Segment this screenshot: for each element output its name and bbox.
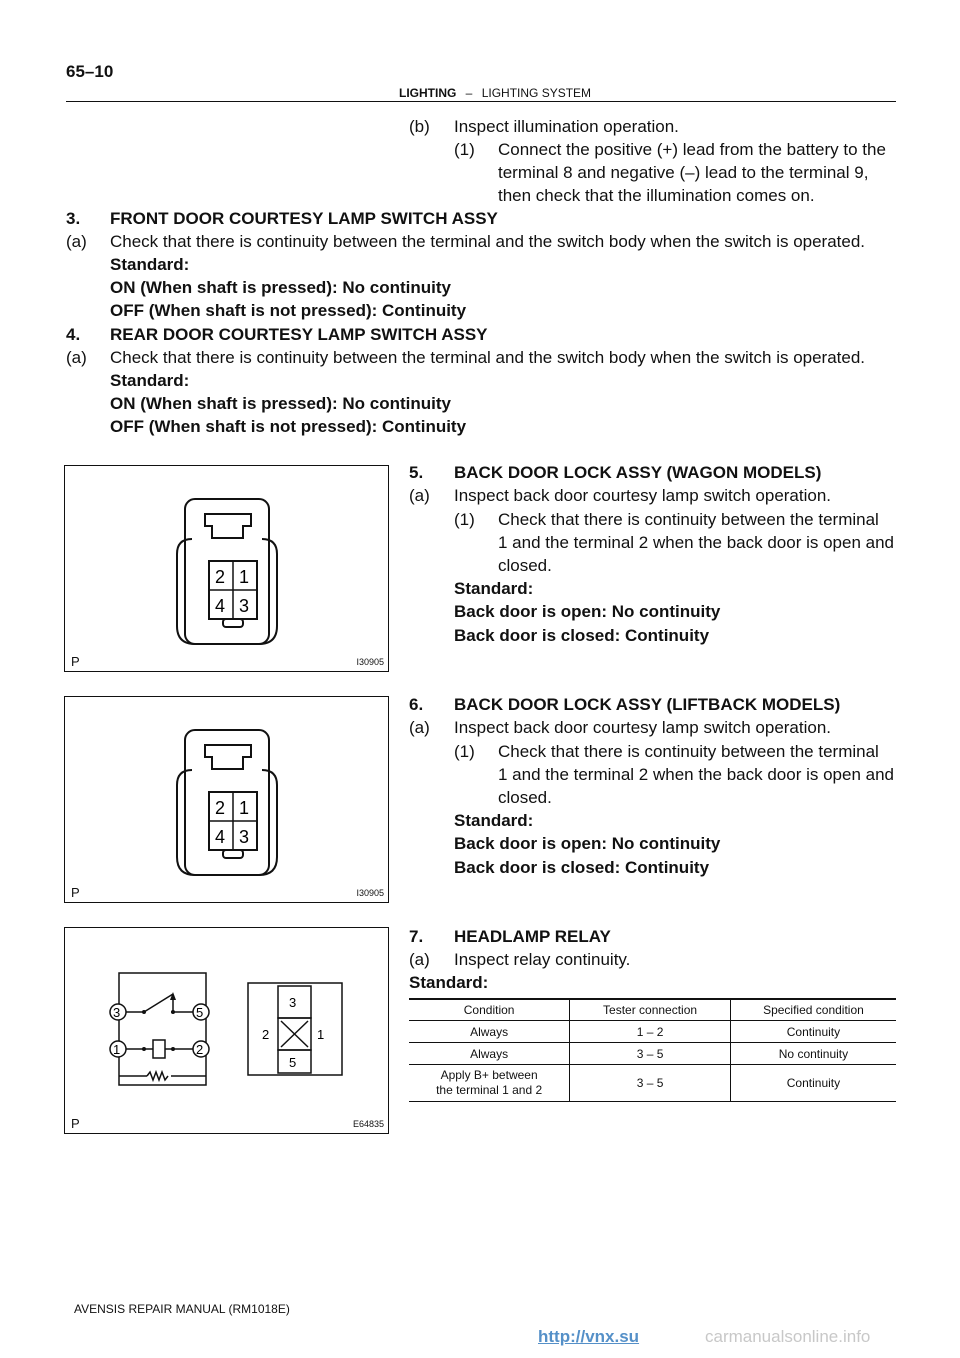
table-header-row [409,999,896,1021]
sec6-s1-line3: closed. [498,788,552,807]
sec4-off: OFF (When shaft is not pressed): Continuity [110,417,467,436]
sec6-open: Back door is open: No continuity [454,834,721,853]
pin-label: 3 [239,596,250,616]
sec7-title: HEADLAMP RELAY [454,927,611,946]
table-cell: Always [409,1043,570,1065]
step-1-line1: Connect the positive (+) lead from the battery to the [498,140,886,159]
step-1-label: (1) [454,140,475,159]
sec5-num: 5. [409,463,424,482]
sec6-a-text: Inspect back door courtesy lamp switch operation. [454,718,832,737]
manual-footer: AVENSIS REPAIR MANUAL (RM1018E) [74,1302,290,1316]
sec4-standard: Standard: [110,371,190,390]
table-row [409,1065,896,1102]
sec4-on: ON (When shaft is pressed): No continuity [110,394,451,413]
relay-pin-label: 2 [196,1042,204,1057]
pin-label: 1 [239,567,250,587]
sec7-num: 7. [409,927,424,946]
pin-label: 1 [239,798,250,818]
sec4-title: REAR DOOR COURTESY LAMP SWITCH ASSY [110,325,488,344]
relay-pin-label: 5 [196,1005,204,1020]
sec6-num: 6. [409,695,424,714]
sec7-standard: Standard: [409,973,489,992]
figure-id: I30905 [356,888,384,898]
header-separator: – [465,86,473,100]
pin-label: 4 [215,596,226,616]
sec4-a-text: Check that there is continuity between the terminal and the switch body when the switch is operated. [110,348,866,367]
table-cell: 3 – 5 [570,1043,731,1065]
table-cell [409,1065,570,1102]
table-cell: Always [409,1021,570,1043]
sec3-a-label: (a) [66,232,87,251]
sec5-a-text: Inspect back door courtesy lamp switch operation. [454,486,832,505]
table-cell: Continuity [730,1021,896,1043]
figure-id: E64835 [352,1119,384,1129]
sec5-s1-label: (1) [454,510,475,529]
sec6-closed: Back door is closed: Continuity [454,858,710,877]
sec3-on: ON (When shaft is pressed): No continuity [110,278,451,297]
sec6-s1-line1: Check that there is continuity between the terminal [498,742,879,761]
sec4-num: 4. [66,325,81,344]
section-name: LIGHTING [399,86,457,100]
relay-pin-label: 3 [113,1005,121,1020]
pin-label: 4 [215,827,226,847]
running-header [399,86,591,100]
table-header: Condition [409,999,570,1021]
header-rule [66,101,896,102]
sec6-title: BACK DOOR LOCK ASSY (LIFTBACK MODELS) [454,695,841,714]
sec6-a-label: (a) [409,718,430,737]
sec7-a-text: Inspect relay continuity. [454,950,631,969]
cell-line: the terminal 1 and 2 [436,1083,543,1097]
sec6-standard: Standard: [454,811,534,830]
relay-diagram [65,928,387,1132]
connector-pin-label: 3 [289,995,297,1010]
table-header: Tester connection [570,999,731,1021]
figure-p-mark: P [71,885,80,900]
connector-diagram [65,466,387,670]
table-row [409,1021,896,1043]
step-b-text: Inspect illumination operation. [454,117,679,136]
figure-p-mark: P [71,1116,80,1131]
pin-label: 2 [215,798,226,818]
figure-p-mark: P [71,654,80,669]
step-1-line2: terminal 8 and negative (–) lead to the terminal 9, [498,163,869,182]
table-row [409,1043,896,1065]
step-1-line3: then check that the illumination comes on. [498,186,815,205]
sec5-s1-line2: 1 and the terminal 2 when the back door is open and [498,533,894,552]
sec7-a-label: (a) [409,950,430,969]
cell-line: Apply B+ between [440,1068,538,1082]
sec5-title: BACK DOOR LOCK ASSY (WAGON MODELS) [454,463,822,482]
pin-label: 2 [215,567,226,587]
figure-connector-wagon [64,465,389,672]
table-cell: Continuity [730,1065,896,1102]
sec5-a-label: (a) [409,486,430,505]
connector-pin-label: 5 [289,1055,297,1070]
relay-spec-table [409,998,896,1102]
relay-pin-label: 1 [113,1042,121,1057]
table-cell: 3 – 5 [570,1065,731,1102]
figure-headlamp-relay [64,927,389,1134]
watermark-site: carmanualsonline.info [705,1327,871,1346]
sec5-closed: Back door is closed: Continuity [454,626,710,645]
connector-pin-label: 1 [317,1027,325,1042]
subsection-name: LIGHTING SYSTEM [481,86,592,100]
sec6-s1-line2: 1 and the terminal 2 when the back door is open and [498,765,894,784]
connector-pin-label: 2 [262,1027,270,1042]
step-b-label: (b) [409,117,430,136]
sec5-standard: Standard: [454,579,534,598]
sec6-s1-label: (1) [454,742,475,761]
table-cell: No continuity [730,1043,896,1065]
figure-id: I30905 [356,657,384,667]
sec5-open: Back door is open: No continuity [454,602,721,621]
pin-label: 3 [239,827,250,847]
sec5-s1-line3: closed. [498,556,552,575]
sec4-a-label: (a) [66,348,87,367]
watermark-link[interactable]: http://vnx.su [538,1327,640,1346]
table-cell: 1 – 2 [570,1021,731,1043]
sec3-standard: Standard: [110,255,190,274]
page-number: 65–10 [66,62,114,81]
sec5-s1-line1: Check that there is continuity between the terminal [498,510,879,529]
sec3-num: 3. [66,209,81,228]
sec3-title: FRONT DOOR COURTESY LAMP SWITCH ASSY [110,209,498,228]
figure-connector-liftback [64,696,389,903]
table-header: Specified condition [730,999,896,1021]
sec3-off: OFF (When shaft is not pressed): Continuity [110,301,467,320]
connector-diagram [65,697,387,901]
sec3-a-text: Check that there is continuity between the terminal and the switch body when the switch is operated. [110,232,866,251]
